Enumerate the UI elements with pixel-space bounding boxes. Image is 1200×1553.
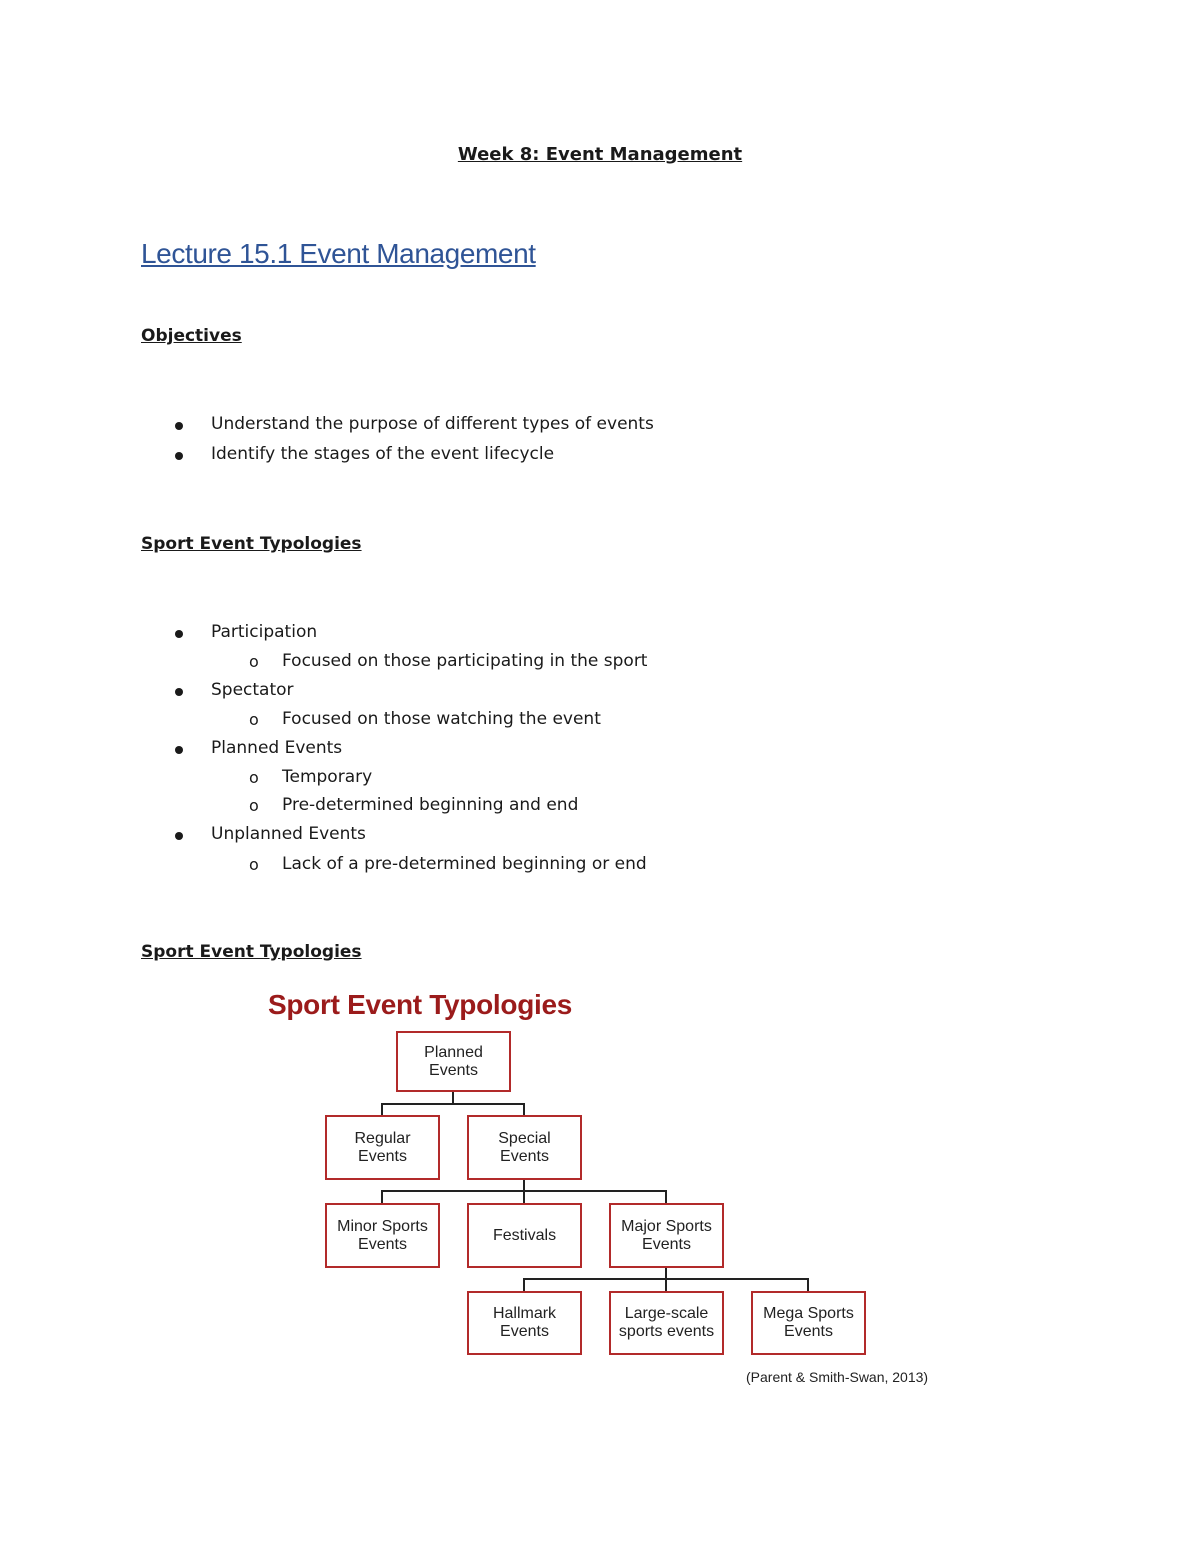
diagram-title: Sport Event Typologies — [268, 989, 573, 1020]
typologies-list — [172, 622, 872, 882]
node-hallmark-events: Hallmark Events — [467, 1291, 582, 1355]
objectives-list — [172, 414, 872, 474]
node-regular-events: Regular Events — [325, 1115, 440, 1180]
objective-text: Understand the purpose of different types of events — [211, 414, 654, 434]
diagram-section-heading: Sport Event Typologies — [141, 942, 362, 962]
connector-line — [381, 1190, 383, 1203]
typologies-heading: Sport Event Typologies — [141, 534, 362, 554]
connector-line — [665, 1190, 667, 1203]
bullet-icon — [175, 832, 183, 840]
node-minor-sports-events: Minor Sports Events — [325, 1203, 440, 1268]
connector-line — [523, 1278, 525, 1291]
sub-bullet-icon: o — [249, 768, 259, 787]
bullet-icon — [175, 630, 183, 638]
node-major-sports-events: Major Sports Events — [609, 1203, 724, 1268]
connector-line — [381, 1103, 383, 1115]
connector-line — [523, 1278, 808, 1280]
sub-bullet-icon: o — [249, 652, 259, 671]
node-planned-events: Planned Events — [396, 1031, 511, 1092]
sub-bullet-icon: o — [249, 710, 259, 729]
connector-line — [807, 1278, 809, 1291]
connector-line — [381, 1103, 524, 1105]
objectives-heading: Objectives — [141, 326, 242, 346]
typology-label: Planned Events — [211, 738, 343, 758]
typology-detail: Temporary — [282, 767, 373, 787]
node-mega-sports-events: Mega Sports Events — [751, 1291, 866, 1355]
typology-diagram — [262, 985, 962, 1415]
sub-bullet-icon: o — [249, 855, 259, 874]
bullet-icon — [175, 746, 183, 754]
bullet-icon — [175, 452, 183, 460]
node-special-events: Special Events — [467, 1115, 582, 1180]
typology-detail: Pre-determined beginning and end — [282, 795, 579, 815]
diagram-citation: (Parent & Smith-Swan, 2013) — [746, 1369, 929, 1385]
connector-line — [381, 1190, 666, 1192]
week-title: Week 8: Event Management — [457, 144, 743, 165]
bullet-icon — [175, 688, 183, 696]
sub-bullet-icon: o — [249, 796, 259, 815]
objective-text: Identify the stages of the event lifecycle — [211, 444, 555, 464]
lecture-title: Lecture 15.1 Event Management — [141, 238, 536, 269]
bullet-icon — [175, 422, 183, 430]
typology-detail: Focused on those watching the event — [282, 709, 601, 729]
typology-detail: Focused on those participating in the sport — [282, 651, 648, 671]
typology-label: Participation — [211, 622, 318, 642]
node-large-scale-sports-events: Large-scale sports events — [609, 1291, 724, 1355]
typology-label: Spectator — [211, 680, 294, 700]
typology-detail: Lack of a pre-determined beginning or end — [282, 854, 647, 874]
node-festivals: Festivals — [467, 1203, 582, 1268]
typology-label: Unplanned Events — [211, 824, 366, 844]
connector-line — [523, 1103, 525, 1115]
